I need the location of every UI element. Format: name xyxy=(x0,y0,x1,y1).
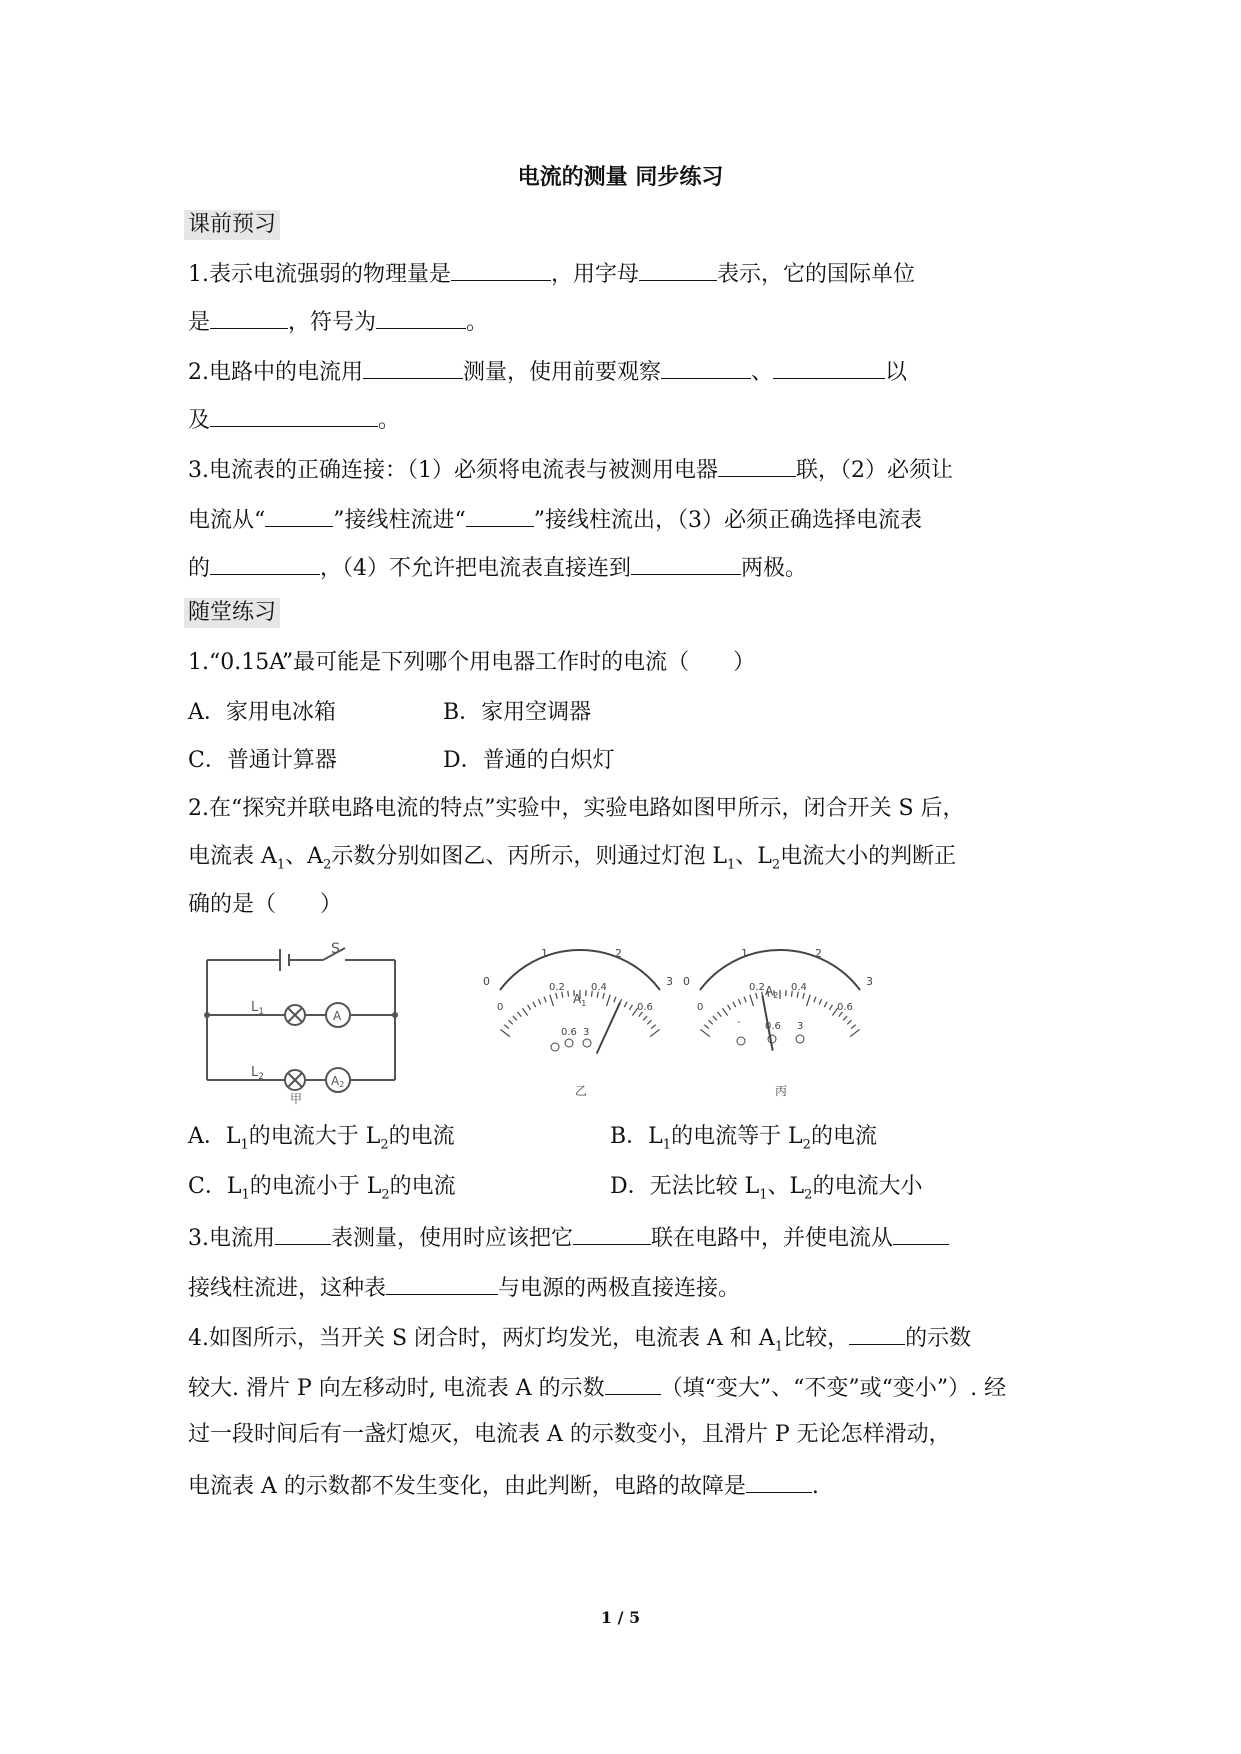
svg-text:3: 3 xyxy=(866,975,873,988)
pre-q3-line3: 的 ，（4）不允许把电流表直接连到 两极。 xyxy=(188,552,807,584)
meter-tick xyxy=(643,1016,647,1020)
class-q1-option-b: B．家用空调器 xyxy=(443,700,592,725)
meter-tick xyxy=(550,995,554,1006)
meter-tick xyxy=(624,1002,627,1007)
meter-tick xyxy=(568,991,569,997)
svg-text:0.4: 0.4 xyxy=(791,982,807,993)
class-q2-line2: 电流表 $A_1$、$A_2$示数分别如图乙、丙所示，则通过灯泡 $L_1$、$L_2$电流大小的判断正 xyxy=(188,844,957,873)
svg-text:0.6: 0.6 xyxy=(765,1021,781,1032)
class-q2-option-a: A．$L_1$的电流大于 $L_2$的电流 xyxy=(188,1124,455,1153)
svg-text:0: 0 xyxy=(483,975,490,988)
svg-text:0: 0 xyxy=(697,1002,704,1013)
class-q4-line3: 过一段时间后有一盏灯熄灭，电流表 A 的示数变小，且滑片 P 无论怎样滑动， xyxy=(188,1422,951,1447)
caption-bing: 丙 xyxy=(775,1084,788,1098)
meter-yi-name: $A_1$ xyxy=(573,992,587,1008)
pre-q2-line1: 2.电路中的电流用 测量，使用前要观察 、 以 xyxy=(188,356,907,388)
meter-tick xyxy=(733,1002,736,1007)
svg-text:3: 3 xyxy=(666,975,673,988)
svg-text:0.2: 0.2 xyxy=(749,982,765,993)
svg-text:0.6: 0.6 xyxy=(637,1002,653,1013)
meter-tick xyxy=(728,1005,731,1010)
meter-tick xyxy=(718,1012,722,1017)
svg-text:3: 3 xyxy=(797,1021,804,1032)
section-heading-pre: 课前预习 xyxy=(184,210,280,240)
svg-text:0: 0 xyxy=(683,975,690,988)
meter-tick xyxy=(824,1002,827,1007)
class-q4-line1: 4.如图所示，当开关 S 闭合时，两灯均发光，电流表 A 和 $A_1$比较， 的示数 xyxy=(188,1322,971,1362)
meter-tick xyxy=(607,995,611,1006)
ammeter-yi xyxy=(483,947,673,1098)
class-q4-line4: 电流表 A 的示数都不发生变化，由此判断，电路的故障是 . xyxy=(188,1470,819,1502)
meter-tick xyxy=(528,1005,531,1010)
meter-tick xyxy=(722,1008,727,1015)
meter-tick xyxy=(504,1025,509,1029)
class-q2-line1: 2.在“探究并联电路电流的特点”实验中，实验电路如图甲所示，闭合开关 S 后， xyxy=(188,796,965,821)
meter-tick xyxy=(713,1016,717,1020)
svg-text:1: 1 xyxy=(541,947,548,960)
meter-tick xyxy=(518,1012,522,1017)
pre-q3-line2: 电流从“ ”接线柱流进“ ”接线柱流出，（3）必须正确选择电流表 xyxy=(188,504,922,536)
class-q4-line2: 较大. 滑片 P 向左移动时, 电流表 A 的示数 （填“变大”、“不变”或“变小”）. 经 xyxy=(188,1372,1006,1404)
svg-text:0: 0 xyxy=(497,1002,504,1013)
meter-tick xyxy=(500,1029,510,1036)
meter-tick xyxy=(738,999,740,1004)
class-q2-line3: 确的是（ ） xyxy=(188,892,343,917)
circuit-diagram-jia xyxy=(207,948,395,1092)
meter-tick xyxy=(756,993,757,999)
caption-jia: 甲 xyxy=(290,1092,303,1105)
meter-tick xyxy=(807,995,811,1006)
meter-tick xyxy=(629,1005,632,1010)
pre-q2-line2: 及 。 xyxy=(188,404,400,436)
meter-tick xyxy=(708,1020,712,1024)
meter-tick xyxy=(522,1008,527,1015)
svg-text:-: - xyxy=(737,1017,741,1028)
meter-tick xyxy=(603,993,604,999)
meter-tick xyxy=(850,1029,860,1036)
meter-tick xyxy=(851,1025,856,1029)
section-heading-class: 随堂练习 xyxy=(184,598,280,628)
meter1-label: A xyxy=(333,1009,342,1023)
meter-tick xyxy=(700,1029,710,1036)
meter-tick xyxy=(538,999,540,1004)
class-q1-option-d: D．普通的白炽灯 xyxy=(443,748,615,773)
meter-tick xyxy=(750,995,754,1006)
meter-tick xyxy=(544,997,546,1003)
svg-text:3: 3 xyxy=(583,1027,590,1038)
lamp2-label: $L_2$ xyxy=(251,1065,264,1082)
meter-tick xyxy=(556,993,557,999)
meter-tick xyxy=(508,1020,512,1024)
meter-tick xyxy=(651,1025,656,1029)
meter-tick xyxy=(533,1002,536,1007)
meter-tick xyxy=(843,1016,847,1020)
page-number: 1 / 5 xyxy=(600,1608,641,1627)
switch-label: S xyxy=(331,941,340,957)
meter-tick xyxy=(647,1020,651,1024)
meter-tick xyxy=(814,997,816,1003)
class-q2-option-c: C．$L_1$的电流小于 $L_2$的电流 xyxy=(188,1174,456,1203)
meter-tick xyxy=(704,1025,709,1029)
svg-text:0.6: 0.6 xyxy=(561,1027,577,1038)
class-q1-stem: 1.“0.15A”最可能是下列哪个用电器工作时的电流（ ） xyxy=(188,650,756,675)
class-q3-line1: 3.电流用 表测量，使用时应该把它 联在电路中，并使电流从 xyxy=(188,1222,949,1254)
class-q2-option-d: D．无法比较 $L_1$、$L_2$的电流大小 xyxy=(610,1174,923,1203)
class-q1-option-a: A．家用电冰箱 xyxy=(188,700,336,725)
meter-tick xyxy=(614,997,616,1003)
svg-text:0.2: 0.2 xyxy=(549,982,565,993)
svg-text:2: 2 xyxy=(815,947,822,960)
svg-text:0.6: 0.6 xyxy=(837,1002,853,1013)
svg-text:1: 1 xyxy=(741,947,748,960)
circuit-figure xyxy=(195,935,875,1105)
needle-yi xyxy=(597,1003,620,1054)
meter-tick xyxy=(819,999,821,1004)
class-q3-line2: 接线柱流进，这种表 与电源的两极直接连接。 xyxy=(188,1272,740,1304)
meter-tick xyxy=(847,1020,851,1024)
meter-tick xyxy=(513,1016,517,1020)
pre-q3-line1: 3.电流表的正确连接：（1）必须将电流表与被测用电器 联，（2）必须让 xyxy=(188,454,953,486)
meter-tick xyxy=(744,997,746,1003)
page-title: 电流的测量 同步练习 xyxy=(517,165,724,190)
pre-q1-line1: 1.表示电流强弱的物理量是 ，用字母 表示，它的国际单位 xyxy=(188,258,915,290)
caption-yi: 乙 xyxy=(575,1084,588,1098)
meter-tick xyxy=(803,993,804,999)
meter-tick xyxy=(829,1005,832,1010)
meter2-label: A2 xyxy=(331,1074,345,1089)
meter-tick xyxy=(650,1029,660,1036)
svg-text:0.4: 0.4 xyxy=(591,982,607,993)
ammeter-bing xyxy=(683,947,873,1098)
lamp1-label: $L_1$ xyxy=(251,1000,264,1017)
meter-bing-name: $A_2$ xyxy=(765,984,779,1000)
class-q2-option-b: B．$L_1$的电流等于 $L_2$的电流 xyxy=(610,1124,877,1153)
pre-q1-line2: 是 ，符号为 。 xyxy=(188,306,488,338)
class-q1-option-c: C．普通计算器 xyxy=(188,748,337,773)
svg-text:2: 2 xyxy=(615,947,622,960)
